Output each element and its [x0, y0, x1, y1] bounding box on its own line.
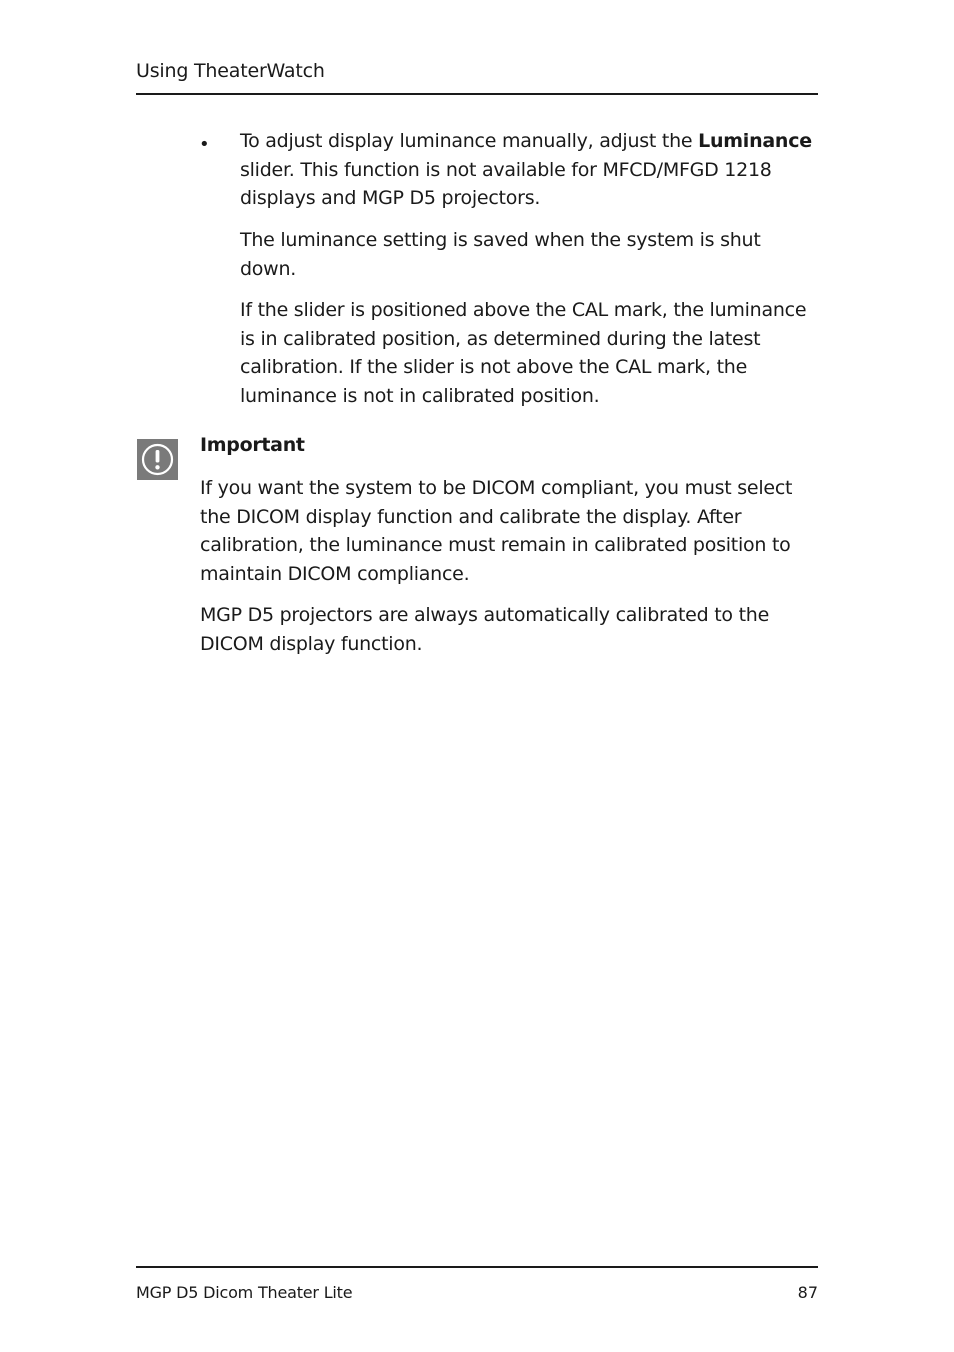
running-header: Using TheaterWatch: [136, 60, 325, 82]
header-rule: [136, 93, 818, 95]
bullet-paragraph: [240, 127, 820, 213]
dicom-compliance-paragraph: If you want the system to be DICOM compliant, you must select the DICOM display function and calibrate the display. After calibration, the luminance must remain in calibrated position to maintain DICOM compliance.: [200, 477, 793, 585]
luminance-term: Luminance: [698, 130, 812, 152]
exclamation-icon: [137, 439, 178, 480]
footer-product-name: MGP D5 Dicom Theater Lite: [136, 1283, 353, 1302]
bullet-text-start: To adjust display luminance manually, adjust the: [240, 130, 699, 152]
important-heading: Important: [200, 434, 305, 456]
bullet-text-end: slider. This function is not available for MFCD/MFGD 1218 displays and MGP D5 projectors.: [240, 158, 772, 209]
footer-rule: [136, 1266, 818, 1268]
bullet-marker: •: [199, 134, 210, 155]
saved-setting-paragraph: The luminance setting is saved when the system is shut down.: [240, 229, 761, 280]
projectors-paragraph: MGP D5 projectors are always automatically calibrated to the DICOM display function.: [200, 604, 770, 655]
cal-mark-paragraph: If the slider is positioned above the CAL mark, the luminance is in calibrated position, as determined during the latest calibration. If the slider is not above the CAL mark, the luminance is not in calibrated position.: [240, 299, 807, 407]
page-number: 87: [797, 1283, 818, 1302]
